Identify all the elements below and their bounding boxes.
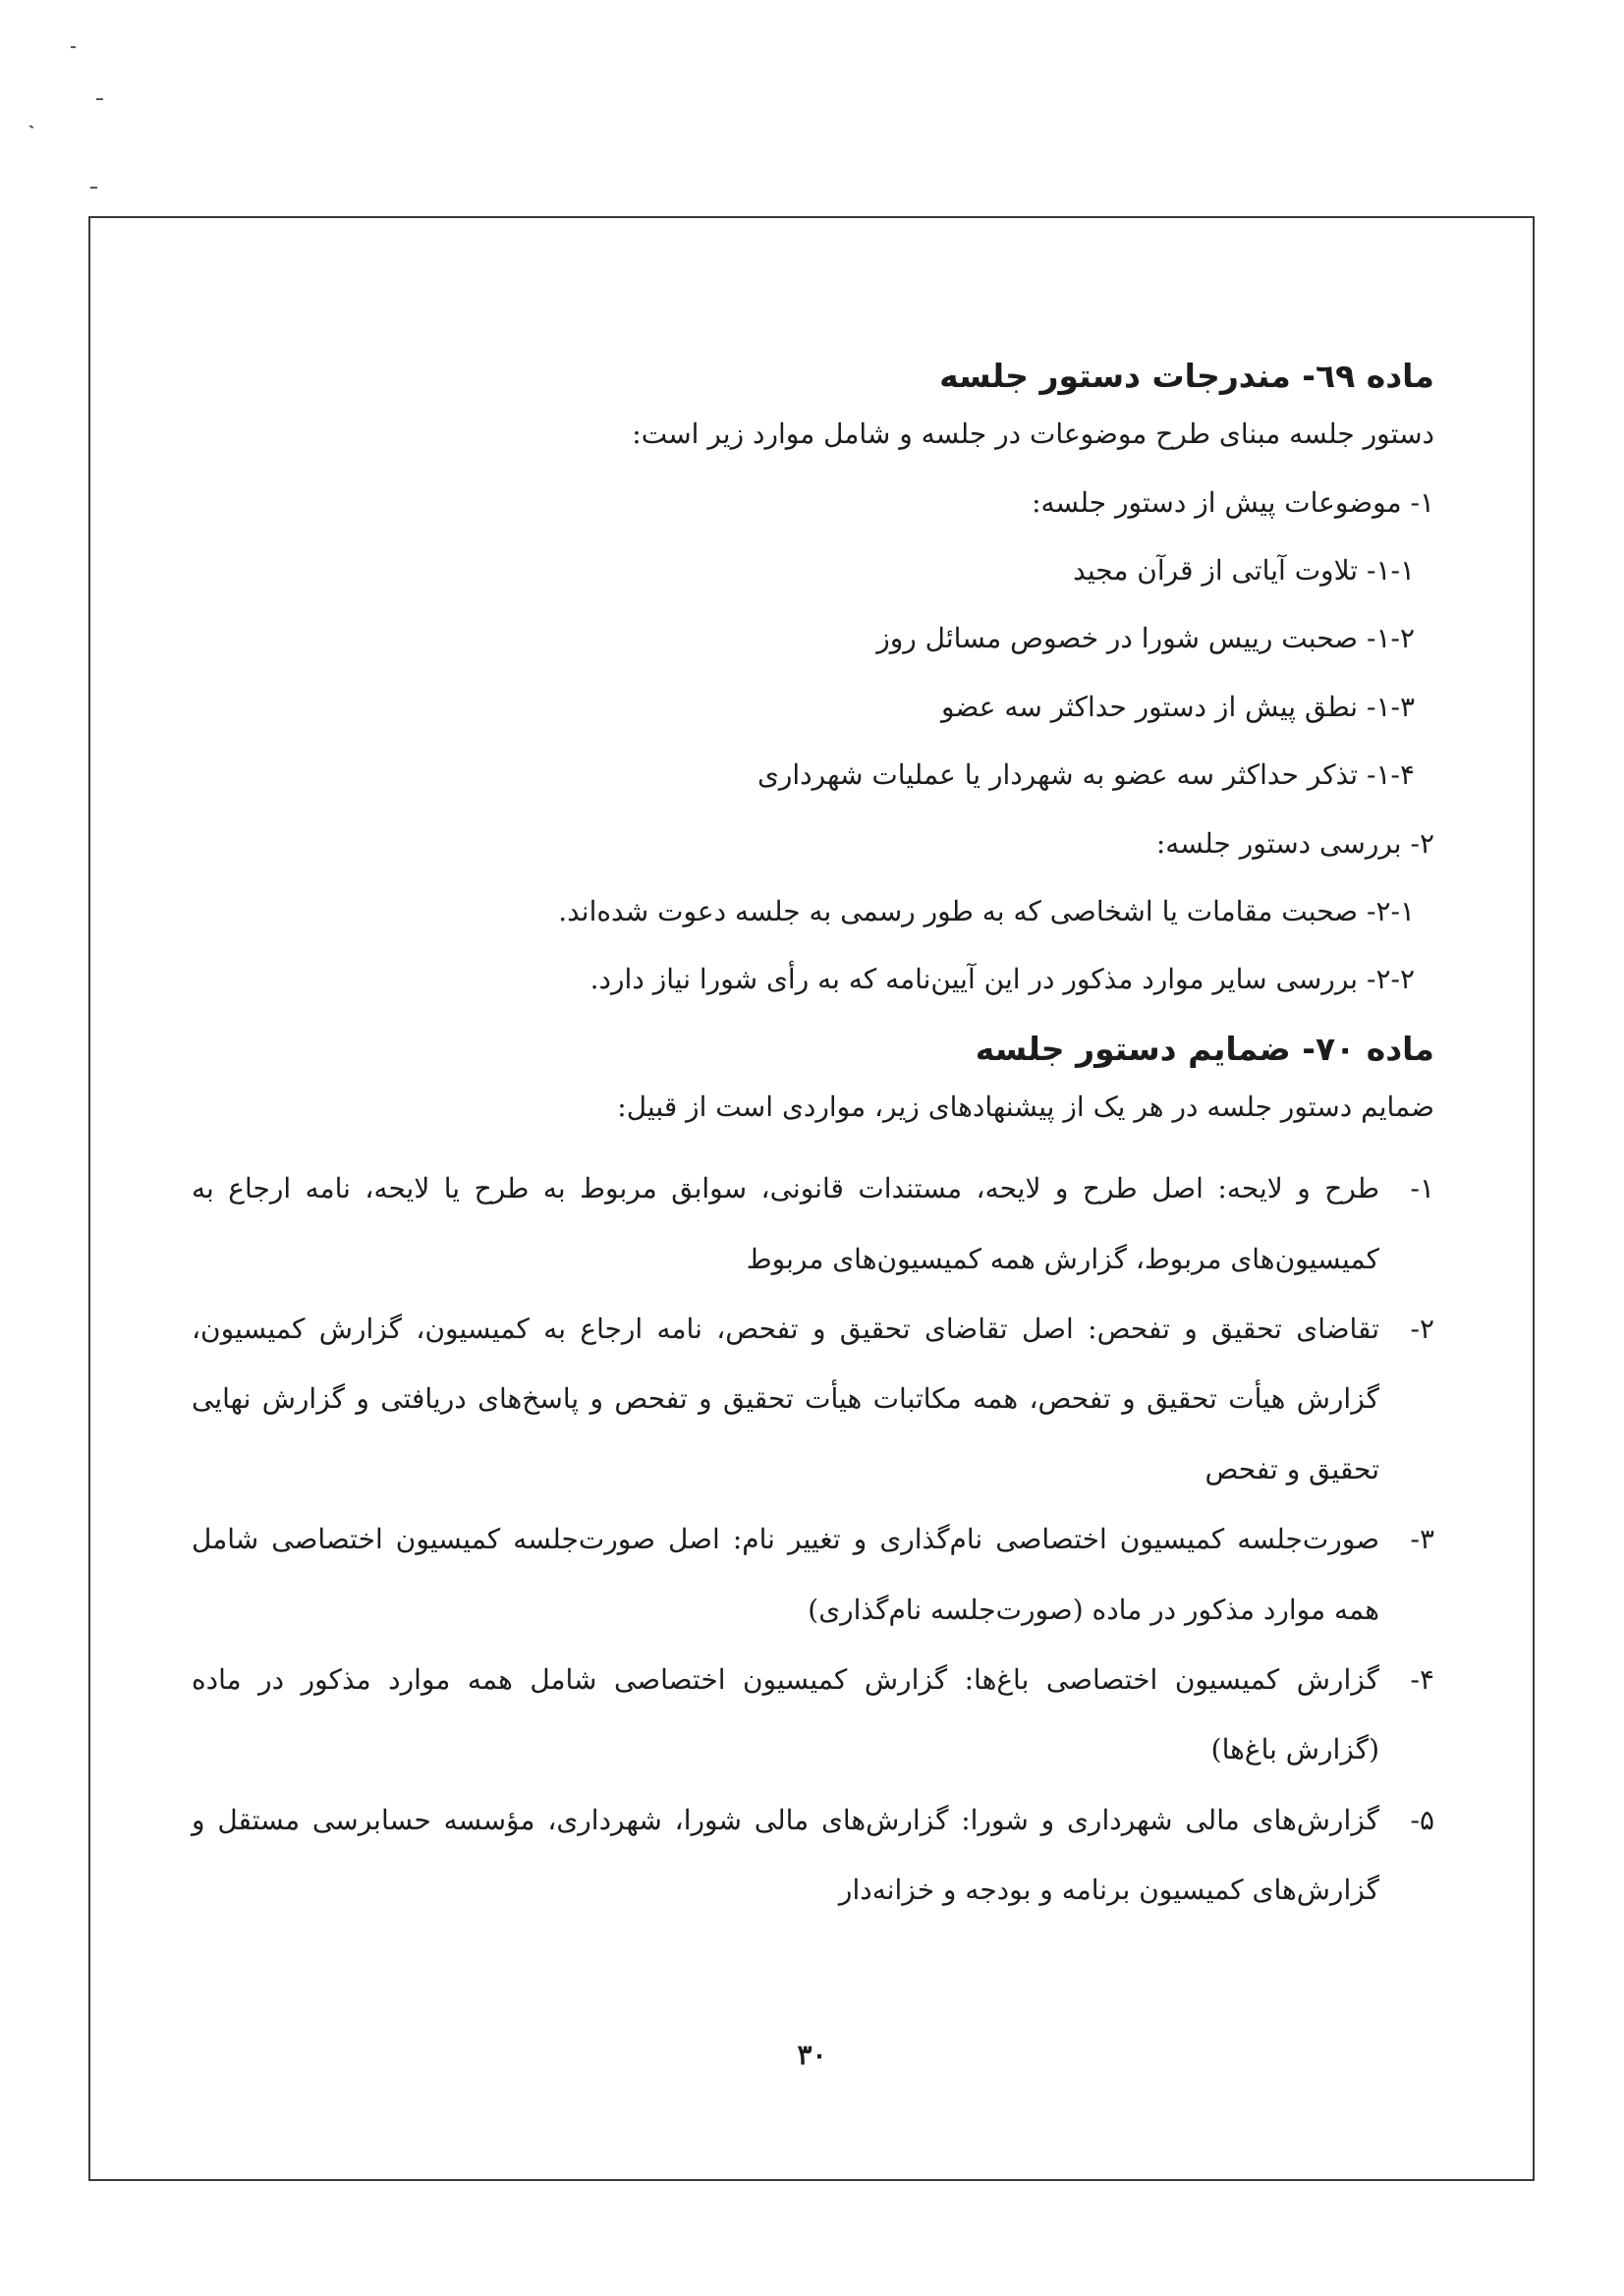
list-item-number: ١- — [1410, 1172, 1434, 1205]
list-item — [192, 1153, 1434, 1294]
scan-mark — [29, 125, 33, 129]
list-item: ١-٢- صحبت مقامات یا اشخاصی که به طور رسمی به جلسه دعوت شده‌اند. — [558, 894, 1415, 927]
document-body — [192, 354, 1434, 1926]
list-item: ١- موضوعات پیش از دستور جلسه: — [1032, 485, 1434, 519]
list-item: ١-١- تلاوت آیاتی از قرآن مجید — [1073, 553, 1415, 587]
article-69-section — [192, 354, 1434, 1001]
list-item-text: صورت‌جلسه کمیسیون اختصاصی نام‌گذاری و تغییر نام: اصل صورت‌جلسه کمیسیون اختصاصی شامل همه موارد مذکور در ماده (صورت‌جلسه نام‌گذاری) — [192, 1523, 1379, 1626]
list-item-number: ٢- — [1410, 1313, 1434, 1346]
list-item — [192, 1504, 1434, 1645]
list-item-text: طرح و لایحه: اصل طرح و لایحه، مستندات قانونی، سوابق مربوط به طرح یا لایحه، نامه ارجاع به کمیسیون‌های مربوط، گزارش همه کمیسیون‌های مربوط — [192, 1172, 1380, 1275]
list-item-number: ٣- — [1410, 1523, 1434, 1556]
list-item: ٣-١- نطق پیش از دستور حداکثر سه عضو — [941, 690, 1415, 723]
list-item — [192, 1785, 1434, 1926]
scan-mark — [96, 98, 103, 100]
article-70-section — [192, 1027, 1434, 1926]
list-item-text: گزارش کمیسیون اختصاصی باغ‌ها: گزارش کمیسیون اختصاصی شامل همه موارد مذکور در ماده (گزارش باغ‌ها) — [192, 1663, 1379, 1766]
list-item-number: ۴- — [1410, 1663, 1434, 1697]
list-item-text: گزارش‌های مالی شهرداری و شورا: گزارش‌های مالی شورا، شهرداری، مؤسسه حسابرسی مستقل و گزارش‌های کمیسیون برنامه و بودجه و خزانه‌دار — [192, 1803, 1379, 1907]
list-item-text: تقاضای تحقیق و تفحص: اصل تقاضای تحقیق و تفحص، نامه ارجاع به کمیسیون، گزارش کمیسیون، گزارش هیأت تحقیق و تفحص، همه مکاتبات هیأت تحقیق و تفحص و پاسخ‌های دریافتی و گزارش نهایی تحقیق و تفحص — [192, 1313, 1379, 1485]
list-item — [192, 1645, 1434, 1785]
list-item: ٢-١- صحبت رییس شورا در خصوص مسائل روز — [876, 622, 1415, 655]
list-item: ۴-١- تذکر حداکثر سه عضو به شهردار یا عملیات شهرداری — [756, 758, 1415, 792]
list-item: ٢-٢- بررسی سایر موارد مذکور در این آیین‌نامه که به رأی شورا نیاز دارد. — [589, 963, 1415, 996]
scan-mark — [71, 46, 76, 48]
article-70-intro: ضمایم دستور جلسه در هر یک از پیشنهادهای زیر، مواردی است از قبیل: — [617, 1090, 1434, 1123]
page-number: ٣٠ — [797, 2039, 827, 2071]
article-70-title: ماده ٧٠- ضمایم دستور جلسه — [975, 1029, 1434, 1068]
article-69-title: ماده ٦٩- مندرجات دستور جلسه — [939, 357, 1434, 395]
scan-mark — [90, 187, 97, 189]
list-item — [192, 1294, 1434, 1504]
list-item: ٢- بررسی دستور جلسه: — [1155, 826, 1434, 860]
list-item-number: ۵- — [1410, 1803, 1434, 1836]
article-69-intro: دستور جلسه مبنای طرح موضوعات در جلسه و شامل موارد زیر است: — [632, 418, 1434, 451]
